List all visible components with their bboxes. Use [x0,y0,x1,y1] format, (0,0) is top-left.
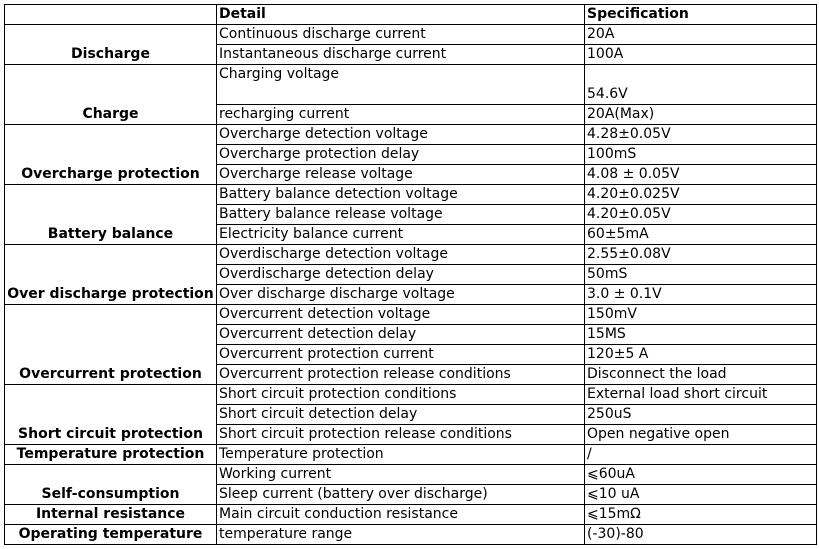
specification-cell: 50mS [585,265,817,285]
group-label: Temperature protection [5,445,217,465]
table-body [5,25,817,545]
detail-cell: Overcurrent detection voltage [217,305,585,325]
group-label: Overcurrent protection [5,305,217,385]
detail-cell: Battery balance detection voltage [217,185,585,205]
table-row [5,305,817,325]
detail-cell: Working current [217,465,585,485]
specification-cell: ⩽60uA [585,465,817,485]
table-header-row [5,5,817,25]
detail-cell: Instantaneous discharge current [217,45,585,65]
group-label: Battery balance [5,185,217,245]
specification-cell: / [585,445,817,465]
group-label: Overcharge protection [5,125,217,185]
specification-cell: 54.6V [585,65,817,105]
detail-cell: Electricity balance current [217,225,585,245]
detail-cell: Overdischarge detection voltage [217,245,585,265]
group-label: Internal resistance [5,505,217,525]
specification-cell: 60±5mA [585,225,817,245]
detail-cell: Overcurrent detection delay [217,325,585,345]
specification-table [4,4,817,545]
table-row [5,185,817,205]
specification-cell: 20A(Max) [585,105,817,125]
table-row [5,525,817,545]
detail-cell: Short circuit detection delay [217,405,585,425]
table-row [5,65,817,105]
specification-cell: 4.20±0.05V [585,205,817,225]
table-row [5,125,817,145]
table-row [5,445,817,465]
specification-cell: 100mS [585,145,817,165]
detail-cell: Overcurrent protection current [217,345,585,365]
detail-cell: temperature range [217,525,585,545]
header-specification: Specification [585,5,817,25]
specification-cell: 4.28±0.05V [585,125,817,145]
specification-cell: 15MS [585,325,817,345]
specification-cell: 4.20±0.025V [585,185,817,205]
table-row [5,505,817,525]
detail-cell: Charging voltage [217,65,585,105]
table-row [5,385,817,405]
detail-cell: Short circuit protection release conditions [217,425,585,445]
detail-cell: Overcharge detection voltage [217,125,585,145]
group-label: Self-consumption [5,465,217,505]
detail-cell: Over discharge discharge voltage [217,285,585,305]
specification-cell: 2.55±0.08V [585,245,817,265]
header-detail: Detail [217,5,585,25]
specification-cell: Open negative open [585,425,817,445]
detail-cell: Temperature protection [217,445,585,465]
detail-cell: Battery balance release voltage [217,205,585,225]
group-label: Charge [5,65,217,125]
detail-cell: Main circuit conduction resistance [217,505,585,525]
specification-cell: ⩽10 uA [585,485,817,505]
table-row [5,465,817,485]
detail-cell: Overcurrent protection release conditions [217,365,585,385]
group-label: Discharge [5,25,217,65]
specification-cell: 150mV [585,305,817,325]
header-category [5,5,217,25]
specification-cell: ⩽15mΩ [585,505,817,525]
specification-cell: Disconnect the load [585,365,817,385]
detail-cell: Overcharge protection delay [217,145,585,165]
detail-cell: Continuous discharge current [217,25,585,45]
detail-cell: Overdischarge detection delay [217,265,585,285]
specification-cell: 3.0 ± 0.1V [585,285,817,305]
specification-cell: 250uS [585,405,817,425]
specification-cell: External load short circuit [585,385,817,405]
table-row [5,245,817,265]
detail-cell: Short circuit protection conditions [217,385,585,405]
group-label: Over discharge protection [5,245,217,305]
detail-cell: Overcharge release voltage [217,165,585,185]
specification-cell: (-30)-80 [585,525,817,545]
group-label: Operating temperature [5,525,217,545]
specification-cell: 20A [585,25,817,45]
specification-cell: 100A [585,45,817,65]
group-label: Short circuit protection [5,385,217,445]
detail-cell: recharging current [217,105,585,125]
table-row [5,25,817,45]
specification-cell: 120±5 A [585,345,817,365]
specification-cell: 4.08 ± 0.05V [585,165,817,185]
detail-cell: Sleep current (battery over discharge) [217,485,585,505]
